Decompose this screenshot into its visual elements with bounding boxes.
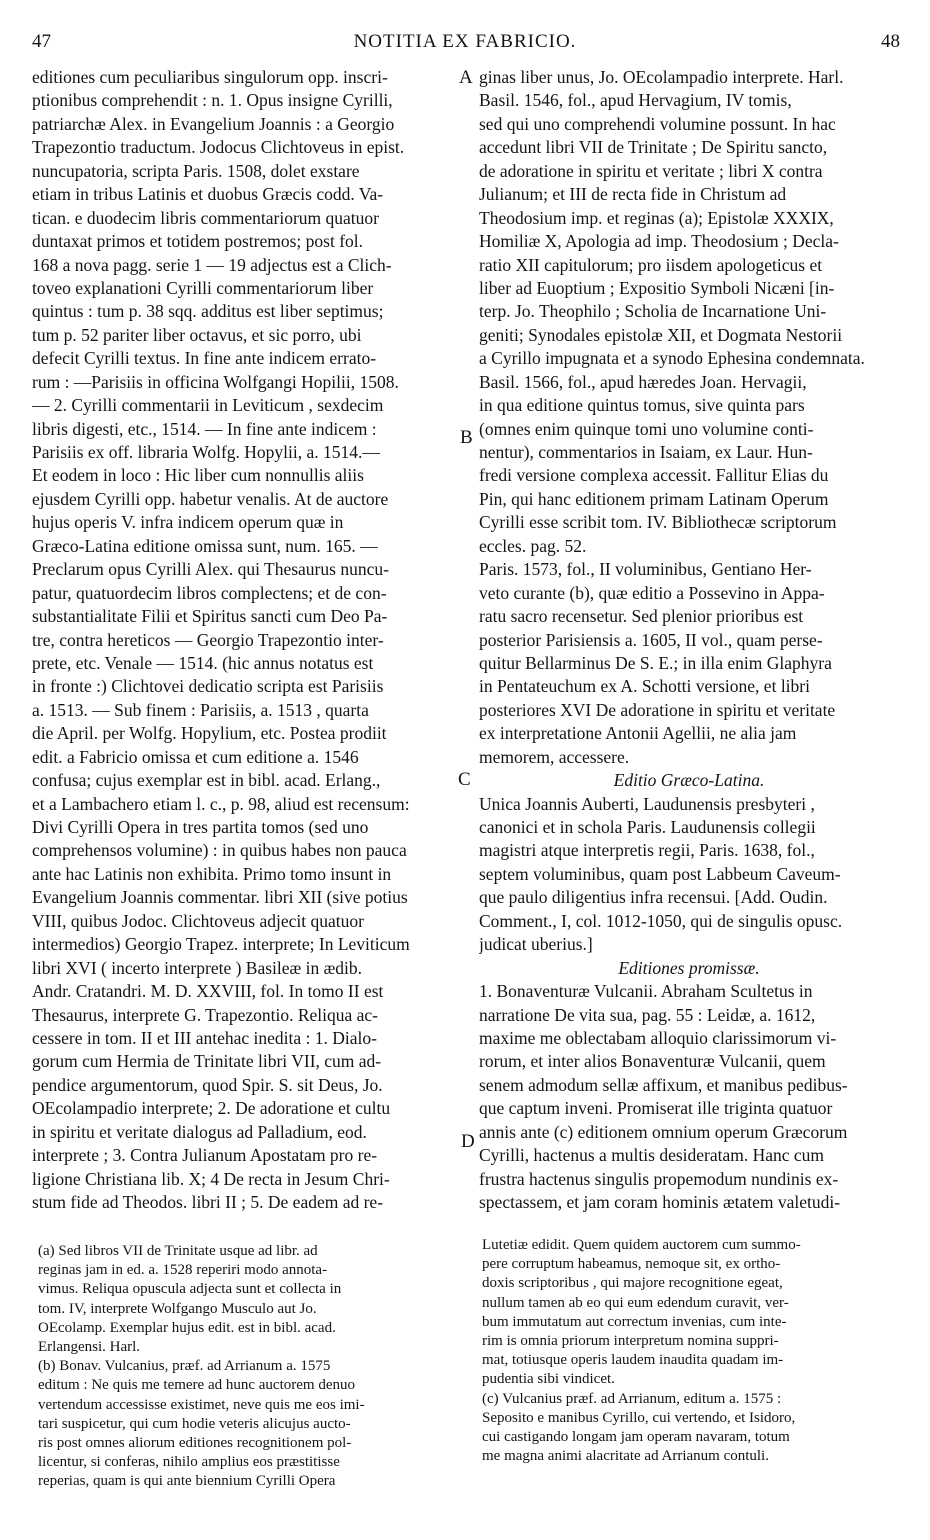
footnote-line: reginas jam in ed. a. 1528 reperiri modo annota- (38, 1262, 328, 1279)
text-line: ginas liber unus, Jo. OEcolampadio interprete. Harl. (479, 67, 844, 87)
right-column (479, 66, 899, 1214)
text-line: VIII, quibus Jodoc. Clichtoveus adjecit quatuor (32, 910, 364, 931)
text-line: Homiliæ X, Apologia ad imp. Theodosium ; Decla- (479, 231, 839, 252)
footnote-line: vertendum accessisse existimet, neve quis me eos imi- (38, 1396, 365, 1413)
text-line: stum fide ad Theodos. libri II ; 5. De eadem ad re- (32, 1192, 384, 1212)
text-line: et a Lambachero etiam l. c., p. 98, aliud est recensum: (32, 793, 410, 814)
page-number-right: 48 (881, 31, 900, 52)
text-line: geniti; Synodales epistolæ XII, et Dogmata Nestorii (479, 324, 843, 345)
text-line: gorum cum Hermia de Trinitate libri VII, cum ad- (32, 1051, 382, 1072)
text-line: nentur), commentarios in Isaiam, ex Laur. Hun- (479, 442, 813, 462)
text-line: Et eodem in loco : Hic liber cum nonnullis aliis (32, 465, 364, 486)
text-line: Paris. 1573, fol., II voluminibus, Gentiano Her- (479, 559, 812, 580)
text-line: intermedios) Georgio Trapez. interprete; In Leviticum (32, 934, 410, 955)
text-line: toveo explanationi Cyrilli commentariorum liber (32, 277, 374, 298)
text-line: magistri atque interpretis regii, Paris. 1638, fol., (479, 840, 815, 861)
footnote-line: cui castigando longam jam operam navaram, totum (482, 1428, 790, 1445)
footnote-line: tom. IV, interprete Wolfgango Musculo aut Jo. (38, 1300, 317, 1317)
text-line: frustra hactenus singulis propemodum nundinis ex- (479, 1168, 839, 1189)
left-column (32, 66, 458, 1214)
text-line: 168 a nova pagg. serie 1 — 19 adjectus est a Clich- (32, 254, 392, 275)
footnote-line: mat, totiusque operis laudem inaudita quadam im- (482, 1352, 784, 1369)
text-line: Comment., I, col. 1012-1050, qui de singulis opusc. (479, 910, 843, 931)
page-number-left: 47 (32, 31, 51, 52)
text-line: in fronte :) Clichtovei dedicatio scripta est Parisiis (32, 676, 384, 697)
margin-letter-d: D (461, 1131, 475, 1152)
text-line: quitur Bellarminus De S. E.; in illa enim Glaphyra (479, 652, 832, 673)
text-line: editiones cum peculiaribus singulorum opp. inscri- (32, 67, 388, 87)
margin-letter-c: C (458, 769, 471, 790)
text-line: Basil. 1546, fol., apud Hervagium, IV tomis, (479, 90, 792, 111)
footnotes-left (38, 1242, 458, 1491)
text-line: spectassem, et jam coram hominis ætatem valetudi- (479, 1192, 841, 1212)
text-line: in Pentateuchum ex A. Schotti versione, et libri (479, 676, 810, 697)
text-line: patriarchæ Alex. in Evangelium Joannis : a Georgio (32, 113, 395, 134)
footnote-line: editum : Ne quis me temere ad hunc auctorem denuo (38, 1377, 355, 1394)
footnote-line: doxis scriptoribus , qui majore recognitione egeat, (482, 1275, 783, 1292)
text-line: Parisiis ex off. libraria Wolfg. Hopylii, a. 1514.— (32, 442, 380, 462)
text-line: Pin, qui hanc editionem primam Latinam Operum (479, 488, 829, 509)
footnote-line: pere corruptum habeamus, nemoque sit, ex ortho- (482, 1256, 781, 1273)
text-line: duntaxat primos et totidem postremos; post fol. (32, 231, 364, 252)
text-line: posteriores XVI De adoratione in spiritu et veritate (479, 699, 836, 720)
footnote-line: rim is omnia priorum interpretum nomina suppri- (482, 1332, 779, 1349)
running-title: NOTITIA EX FABRICIO. (353, 31, 577, 52)
text-line: ratu sacro recensetur. Sed plenior prioribus est (479, 606, 804, 627)
text-line: interprete ; 3. Contra Julianum Apostatam pro re- (32, 1145, 378, 1166)
footnote-line: me magna animi alacritate ad Arrianum contuli. (482, 1448, 769, 1465)
text-line: eccles. pag. 52. (479, 535, 587, 556)
text-line: in qua editione quintus tomus, sive quinta pars (479, 395, 805, 416)
text-line: de adoratione in spiritu et veritate ; libri X contra (479, 160, 823, 181)
footnote-line: vimus. Reliqua opuscula adjecta sunt et collecta in (38, 1281, 342, 1298)
text-line: Julianum; et III de recta fide in Christum ad (479, 184, 787, 205)
text-line: Unica Joannis Auberti, Laudunensis presbyteri , (479, 793, 815, 814)
text-line: canonici et in schola Paris. Laudunensis collegii (479, 817, 816, 837)
footnote-line: ris post omnes aliorum editiones recognitionem pol- (38, 1434, 352, 1451)
text-line: Thesaurus, interprete G. Trapezontio. Reliqua ac- (32, 1004, 379, 1025)
text-line: Cyrilli, hactenus a multis desideratam. Hanc cum (479, 1145, 825, 1166)
text-line: 1. Bonaventuræ Vulcanii. Abraham Scultetus in (479, 981, 813, 1002)
text-line: rorum, et inter alios Bonaventuræ Vulcanii, quem (479, 1051, 826, 1072)
text-line: Græco-Latina editione omissa sunt, num. 165. — (32, 535, 378, 556)
footnote-line: reperias, quam is qui ante biennium Cyrilli Opera (38, 1473, 336, 1490)
footnote-line: (b) Bonav. Vulcanius, præf. ad Arrianum a. 1575 (38, 1358, 331, 1375)
footnote-line: nullum tamen ab eo qui eum edendum curavit, ver- (482, 1294, 789, 1311)
text-line: Trapezontio traductum. Jodocus Clichtoveus in epist. (32, 137, 405, 158)
text-line: tre, contra hereticos — Georgio Trapezontio inter- (32, 629, 384, 650)
text-line: (omnes enim quinque tomi uno volumine conti- (479, 418, 814, 439)
text-line: a Cyrillo impugnata et a synodo Ephesina condemnata. (479, 348, 865, 369)
text-line: confusa; cujus exemplar est in bibl. acad. Erlang., (32, 770, 381, 791)
margin-letter-b: B (460, 427, 473, 448)
text-line: terp. Jo. Theophilo ; Scholia de Incarnatione Uni- (479, 301, 827, 322)
text-line: hujus operis V. infra indicem operum quæ in (32, 512, 344, 533)
footnote-line: tari suspicetur, qui cum hodie veteris alicujus aucto- (38, 1415, 351, 1432)
footnote-line: (c) Vulcanius præf. ad Arrianum, editum a. 1575 : (482, 1390, 782, 1407)
footnote-line: Lutetiæ edidit. Quem quidem auctorem cum summo- (482, 1237, 801, 1253)
text-line: OEcolampadio interprete; 2. De adoratione et cultu (32, 1098, 391, 1119)
text-line: Basil. 1566, fol., apud hæredes Joan. Hervagii, (479, 371, 807, 392)
text-line: ratio XII capitulorum; pro iisdem apologeticus et (479, 254, 823, 275)
text-line: narratione De vita sua, pag. 55 : Leidæ, a. 1612, (479, 1004, 816, 1025)
text-line: Editiones promissæ. (618, 957, 760, 978)
footnote-line: (a) Sed libros VII de Trinitate usque ad libr. ad (38, 1243, 318, 1259)
footnote-line: Erlangensi. Harl. (38, 1338, 141, 1355)
text-line: die April. per Wolfg. Hopylium, etc. Postea prodiit (32, 723, 387, 744)
text-line: rum : —Parisiis in officina Wolfgangi Hopilii, 1508. (32, 371, 399, 392)
text-line: libri XVI ( incerto interprete ) Basileæ in ædib. (32, 957, 362, 978)
text-line: prete, etc. Venale — 1514. (hic annus notatus est (32, 652, 374, 673)
text-line: comprehensos volumine) : in quibus habes non pauca (32, 840, 407, 861)
text-line: Editio Græco-Latina. (613, 770, 765, 791)
text-line: nuncupatoria, scripta Paris. 1508, dolet exstare (32, 160, 360, 181)
text-line: Preclarum opus Cyrilli Alex. qui Thesaurus nuncu- (32, 559, 389, 580)
text-line: defecit Cyrilli textus. In fine ante indicem errato- (32, 348, 377, 369)
text-line: fredi versione complexa accessit. Fallitur Elias du (479, 465, 829, 486)
text-line: Andr. Cratandri. M. D. XXVIII, fol. In tomo II est (32, 981, 384, 1002)
text-line: etiam in tribus Latinis et duobus Græcis codd. Va- (32, 184, 384, 205)
footnote-line: bum immutatum aut correctum invenias, cum inte- (482, 1313, 787, 1330)
text-line: cessere in tom. II et III antehac inedita : 1. Dialo- (32, 1027, 377, 1048)
footnote-line: licentur, si conferas, nihilo amplius eos præstitisse (38, 1454, 340, 1471)
text-line: maxime me oblectabam alloquio clarissimorum vi- (479, 1027, 837, 1048)
margin-letter-a: A (459, 67, 473, 88)
footnote-line: Seposito e manibus Cyrillo, cui vertendo, et Isidoro, (482, 1409, 796, 1426)
text-line: tican. e duodecim libris commentariorum quatuor (32, 207, 379, 228)
text-line: que captum inveni. Promiserat ille triginta quatuor (479, 1098, 833, 1119)
text-line: tum p. 52 pariter liber octavus, et sic porro, ubi (32, 324, 362, 345)
text-line: septem voluminibus, quam post Labbeum Caveum- (479, 863, 841, 884)
text-line: que paulo diligentius infra recensui. [Add. Oudin. (479, 887, 828, 908)
text-line: ante hac Latinis non exhibita. Primo tomo insunt in (32, 863, 392, 884)
text-line: ex interpretatione Antonii Agellii, ne alia jam (479, 723, 797, 744)
text-line: veto curante (b), quæ editio a Possevino in Appa- (479, 582, 825, 603)
text-line: libris digesti, etc., 1514. — In fine ante indicem : (32, 418, 377, 439)
text-line: annis ante (c) editionem omnium operum Græcorum (479, 1121, 848, 1142)
text-line: quintus : tum p. 38 sqq. additus est liber septimus; (32, 301, 384, 322)
text-line: Theodosium imp. et reginas (a); Epistolæ XXXIX, (479, 207, 834, 228)
text-line: ligione Christiana lib. X; 4 De recta in Jesum Chri- (32, 1168, 390, 1189)
text-line: pendice argumentorum, quod Spir. S. sit Deus, Jo. (32, 1074, 383, 1095)
text-line: memorem, accessere. (479, 746, 630, 767)
text-line: judicat uberius.] (479, 934, 593, 955)
footnotes-right (482, 1236, 902, 1466)
text-line: Cyrilli esse scribit tom. IV. Bibliothecæ scriptorum (479, 512, 837, 533)
text-line: senem admodum sellæ affixum, et manibus pedibus- (479, 1074, 848, 1095)
text-line: ptionibus comprehendit : n. 1. Opus insigne Cyrilli, (32, 90, 393, 111)
text-line: substantialitate Filii et Spiritus sancti cum Deo Pa- (32, 606, 388, 627)
text-line: Divi Cyrilli Opera in tres partita tomos (sed uno (32, 817, 369, 837)
text-line: posterior Parisiensis a. 1605, II vol., quam perse- (479, 629, 823, 650)
text-line: edit. a Fabricio omissa et cum editione a. 1546 (32, 746, 359, 767)
text-line: Evangelium Joannis commentar. libri XII (sive potius (32, 887, 408, 908)
text-line: a. 1513. — Sub finem : Parisiis, a. 1513 , quarta (32, 699, 369, 720)
text-line: in spiritu et veritate dialogus ad Palladium, eod. (32, 1121, 367, 1142)
text-line: — 2. Cyrilli commentarii in Leviticum , sexdecim (32, 395, 384, 416)
text-line: ejusdem Cyrilli opp. habetur venalis. At de auctore (32, 488, 389, 509)
text-line: liber ad Euoptium ; Expositio Symboli Nicæni [in- (479, 277, 835, 298)
text-line: accedunt libri VII de Trinitate ; De Spiritu sancto, (479, 137, 828, 158)
footnote-line: OEcolamp. Exemplar hujus edit. est in bibl. acad. (38, 1319, 336, 1336)
footnote-line: pudentia sibi vindicet. (482, 1371, 615, 1388)
text-line: sed qui uno comprehendi volumine possunt. In hac (479, 113, 836, 134)
text-line: patur, quatuordecim libros complectens; et de con- (32, 582, 387, 603)
